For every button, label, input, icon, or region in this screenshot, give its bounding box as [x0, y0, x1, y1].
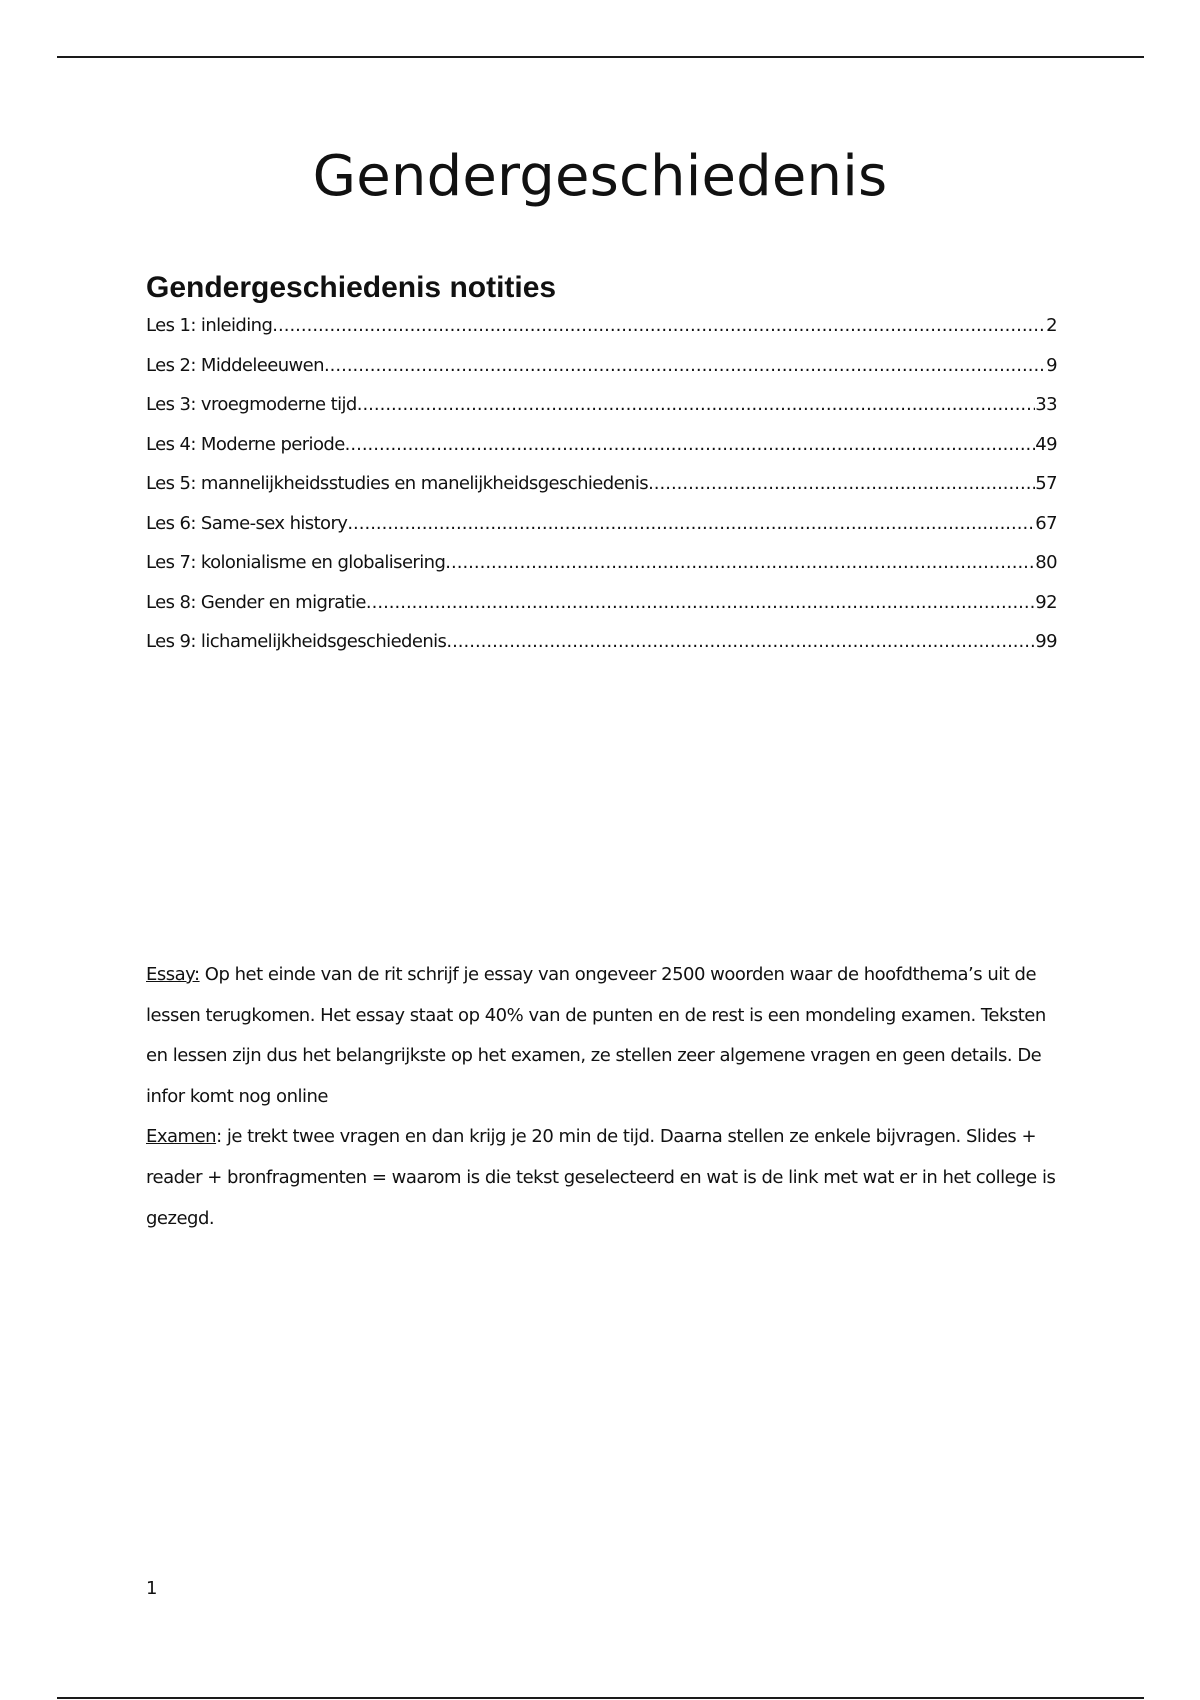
toc-heading: Gendergeschiedenis notities — [146, 271, 557, 304]
toc-leader — [345, 434, 1036, 455]
toc-entry[interactable] — [146, 315, 1057, 355]
footer-rule — [57, 1697, 1144, 1699]
toc-entry[interactable] — [146, 355, 1057, 395]
toc-entry-label: Les 4: Moderne periode — [146, 433, 345, 455]
essay-text: Op het einde van de rit schrijf je essay van ongeveer 2500 woorden waar de hoofdthema’s uit de lessen terugkomen. Het essay staat op 40% van de punten en de rest is een mondeling examen. Teksten en lessen zijn dus het belangrijkste op het examen, ze stellen zeer algemene vragen en geen details. De infor komt nog online — [146, 964, 1046, 1107]
toc-leader — [347, 513, 1035, 534]
body-text — [146, 955, 1066, 1239]
toc-entry[interactable] — [146, 513, 1057, 553]
essay-label: Essay: — [146, 964, 200, 985]
toc-leader — [648, 473, 1035, 494]
toc-entry-label: Les 7: kolonialisme en globalisering — [146, 552, 446, 573]
toc-leader — [324, 355, 1046, 376]
toc-entry-page: 92 — [1035, 591, 1057, 613]
toc-leader — [366, 592, 1035, 613]
essay-paragraph — [146, 955, 1066, 1117]
toc-entry-page: 9 — [1046, 354, 1057, 376]
examen-paragraph — [146, 1117, 1066, 1239]
toc-entry[interactable] — [146, 394, 1057, 434]
toc-leader — [357, 394, 1036, 415]
examen-label: Examen — [146, 1126, 217, 1148]
toc-leader — [272, 315, 1046, 336]
toc-leader — [445, 552, 1035, 573]
toc-entry[interactable] — [146, 434, 1057, 474]
page-number: 1 — [146, 1578, 158, 1599]
toc-entry-page: 99 — [1035, 631, 1057, 652]
examen-text: : je trekt twee vragen en dan krijg je 20 min de tijd. Daarna stellen ze enkele bijvragen. Slides + reader + bronfragmenten = waarom is die tekst geselecteerd en wat is de link met wat er in het college is gezegd. — [146, 1126, 1056, 1229]
toc-entry-label: Les 9: lichamelijkheidsgeschiedenis — [146, 631, 447, 652]
document-title: Gendergeschiedenis — [312, 144, 888, 209]
toc-entry-page: 80 — [1035, 552, 1057, 573]
toc-entry-label: Les 6: Same-sex history — [146, 512, 348, 534]
toc-entry-label: Les 8: Gender en migratie — [146, 591, 366, 613]
toc-entry[interactable] — [146, 473, 1057, 513]
toc-leader — [446, 631, 1035, 652]
header-rule — [57, 56, 1144, 58]
toc-entry-page: 57 — [1035, 473, 1057, 494]
toc-entry-page: 67 — [1035, 512, 1057, 534]
toc-entry-label: Les 5: mannelijkheidsstudies en manelijkheidsgeschiedenis — [146, 473, 649, 494]
toc-entry-label: Les 3: vroegmoderne tijd — [146, 394, 357, 415]
toc-entry-page: 49 — [1035, 433, 1057, 455]
toc-entry-label: Les 1: inleiding — [146, 315, 273, 336]
toc-entry-page: 2 — [1046, 315, 1057, 336]
toc-entry[interactable] — [146, 592, 1057, 632]
toc-entry[interactable] — [146, 631, 1057, 671]
toc-entry-page: 33 — [1035, 394, 1057, 415]
toc-entry-label: Les 2: Middeleeuwen — [146, 354, 324, 376]
toc-entry[interactable] — [146, 552, 1057, 592]
table-of-contents — [146, 315, 1057, 671]
